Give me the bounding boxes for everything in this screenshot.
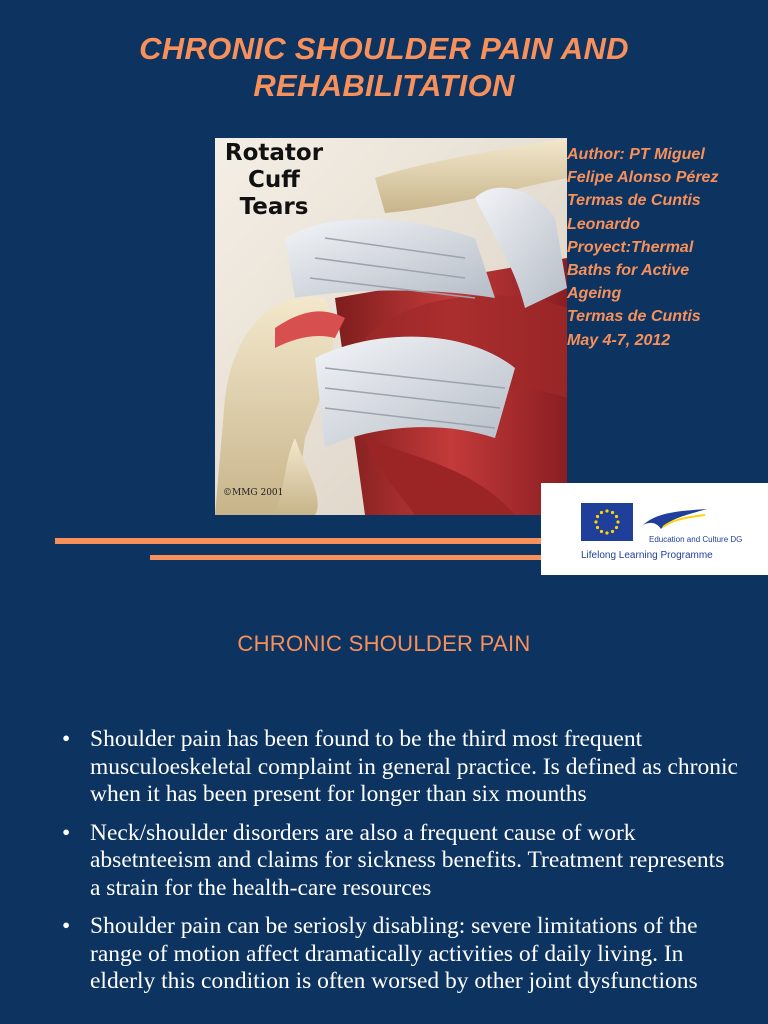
- author-line: Termas de Cuntis: [567, 192, 701, 210]
- author-line: Baths for Active: [567, 262, 690, 280]
- bullet-item: [60, 913, 740, 996]
- slide-title-line: REHABILITATION: [253, 68, 515, 103]
- bullet-text: Shoulder pain has been found to be the third most frequent musculoeskeletal complaint in general practice. Is defined as chronic when it has been present for longer than six mounths: [90, 726, 738, 807]
- bullet-icon: •: [62, 913, 71, 939]
- figure-title: [215, 140, 333, 221]
- author-line: Termas de Cuntis: [567, 308, 701, 326]
- author-line: Author: PT Miguel: [567, 146, 705, 163]
- bullet-list: [60, 726, 740, 1007]
- figure-title-line: Tears: [239, 194, 309, 220]
- eu-programme-logo: [541, 483, 768, 575]
- bullet-icon: •: [62, 819, 71, 846]
- bullet-item: [60, 726, 740, 809]
- slide-title: [40, 30, 728, 104]
- eu-flag-icon: [581, 503, 633, 541]
- education-culture-swoosh-icon: [641, 505, 711, 533]
- bullet-item: [60, 820, 740, 903]
- author-info: [567, 143, 767, 352]
- rotator-cuff-illustration: [215, 138, 567, 515]
- author-line: Ageing: [567, 285, 622, 303]
- section-heading: CHRONIC SHOULDER PAIN: [237, 631, 531, 656]
- bullet-text: Shoulder pain can be seriosly disabling: severe limitations of the range of motion affect dramatically activities of daily living. In elderly this condition is often worsed by other joint dysfunctions: [90, 913, 698, 994]
- education-culture-dg-label: Education and Culture DG: [649, 535, 743, 544]
- author-line: May 4-7, 2012: [567, 331, 671, 349]
- author-line: Leonardo: [567, 215, 640, 233]
- author-line: Felipe Alonso Pérez: [567, 169, 719, 187]
- bullet-icon: •: [62, 726, 71, 752]
- author-line: Proyect:Thermal: [567, 238, 694, 256]
- orange-rule-bottom: [150, 555, 541, 560]
- slide-title-line: CHRONIC SHOULDER PAIN AND: [139, 31, 629, 66]
- bullet-text: Neck/shoulder disorders are also a frequent cause of work absetnteeism and claims for sickness benefits. Treatment represents a strain for the health-care resources: [90, 819, 725, 901]
- figure-copyright: ©MMG 2001: [223, 488, 284, 498]
- figure-title-line: Cuff: [248, 167, 300, 193]
- lifelong-learning-label: Lifelong Learning Programme: [581, 550, 713, 561]
- figure-title-line: Rotator: [224, 140, 324, 166]
- orange-rule-top: [55, 538, 541, 544]
